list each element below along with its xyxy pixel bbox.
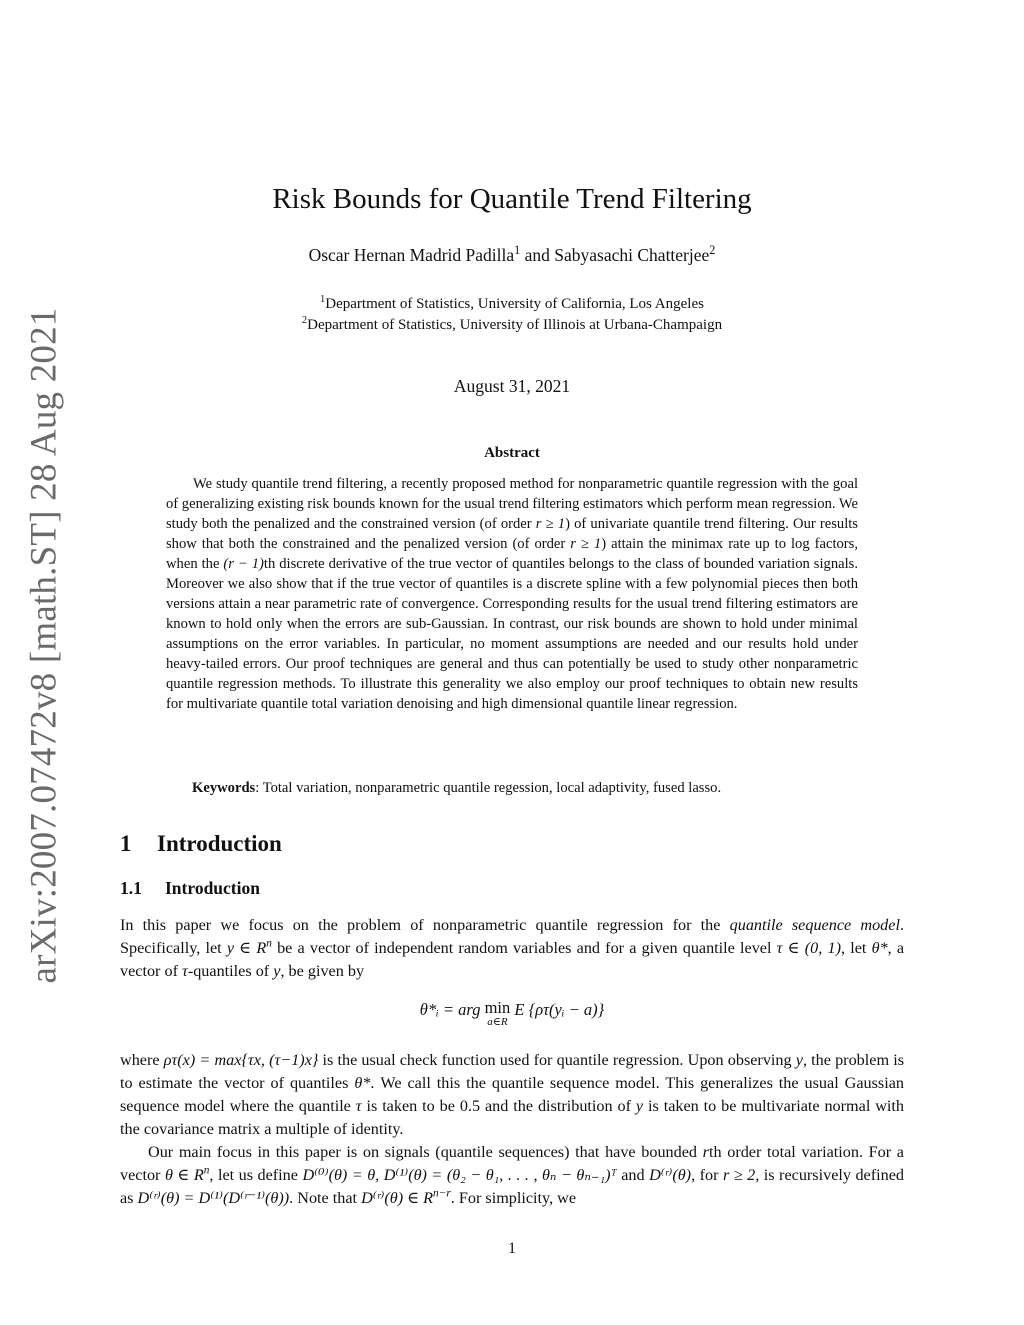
body-text: is taken to be multivariate normal with the covariance matrix a multiple of identity. bbox=[120, 1097, 905, 1138]
affiliation-2-text: Department of Statistics, University of Illinois at Urbana-Champaign bbox=[307, 317, 723, 333]
body-text: , let us define bbox=[209, 1166, 303, 1184]
inline-math: D⁽ʳ⁾(θ) ∈ R bbox=[361, 1189, 434, 1207]
section-number: 1 bbox=[120, 831, 132, 856]
body-text: . Specifically, let bbox=[120, 916, 904, 957]
paper-title: Risk Bounds for Quantile Trend Filtering bbox=[272, 183, 752, 215]
inline-math: 0.5 bbox=[459, 1097, 481, 1115]
inline-math: y bbox=[273, 962, 281, 980]
inline-math-sup: n−r bbox=[433, 1187, 451, 1200]
author-1: Oscar Hernan Madrid Padilla bbox=[308, 245, 515, 265]
page-number: 1 bbox=[508, 1240, 516, 1257]
body-text: and the distribution of bbox=[480, 1097, 636, 1115]
paper-date: August 31, 2021 bbox=[453, 376, 571, 396]
inline-math: D⁽⁰⁾(θ) = θ, D⁽¹⁾(θ) = (θ₂ − θ₁, . . . , θₙ − θₙ₋₁)ᵀ bbox=[302, 1166, 617, 1184]
body-text: is the usual check function used for quantile regression. Upon observing bbox=[318, 1051, 796, 1069]
body-text: , a vector of bbox=[120, 939, 905, 980]
intro-paragraph-1 bbox=[120, 914, 904, 983]
affiliation-1-text: Department of Statistics, University of California, Los Angeles bbox=[325, 296, 704, 312]
equation-argmin bbox=[485, 1000, 511, 1028]
subsection-title: Introduction bbox=[165, 878, 260, 898]
body-text: is taken to be bbox=[361, 1097, 460, 1115]
author-separator: and bbox=[520, 245, 555, 265]
inline-math: θ* bbox=[354, 1074, 371, 1092]
subsection-heading bbox=[120, 878, 260, 899]
author-2-mark: 2 bbox=[709, 243, 716, 258]
body-text: . We call this the quantile sequence model. This generalizes the usual Gaussian sequence model where the quantile bbox=[120, 1074, 904, 1115]
section-heading bbox=[120, 831, 282, 857]
body-text: th order total variation. For a vector bbox=[120, 1143, 904, 1184]
inline-math: y ∈ R bbox=[226, 939, 267, 957]
body-text: , let bbox=[840, 939, 872, 957]
emphasis-text: quantile sequence model bbox=[729, 916, 900, 934]
arxiv-sidebar-stamp bbox=[22, 306, 66, 984]
body-text: . For simplicity, we bbox=[450, 1189, 577, 1207]
equation-min-subscript: a∈R bbox=[487, 1016, 508, 1028]
equation-min: min bbox=[484, 998, 511, 1017]
abstract-math: r ≥ 1 bbox=[570, 536, 602, 552]
affiliation-1 bbox=[0, 296, 1024, 313]
inline-math: θ ∈ R bbox=[164, 1166, 204, 1184]
abstract-math: (r − 1) bbox=[223, 556, 264, 572]
inline-math: ρτ(x) = max{τx, (τ−1)x} bbox=[163, 1051, 319, 1069]
intro-paragraph-3 bbox=[120, 1141, 904, 1210]
affiliation-2 bbox=[0, 317, 1024, 334]
inline-math: θ* bbox=[871, 939, 888, 957]
abstract-text: th discrete derivative of the true vector of quantiles belongs to the class of bounded variation signals. Moreover we also show that if the true vector of quantiles is a discrete spline with a few polynomial pieces then both versions attain a near parametric rate of convergence. Corresponding results for the usual trend filtering estimators are known to hold only when the errors are sub-Gaussian. In contrast, our risk bounds are shown to hold under minimal assumptions on the error variables. In particular, no moment assumptions are needed and our results hold under heavy-tailed errors. Our proof techniques are general and thus can potentially be used to study other nonparametric quantile regression methods. To illustrate this generality we also employ our proof techniques to obtain new results for multivariate quantile total variation denoising and high dimensional quantile linear regression. bbox=[166, 556, 858, 712]
equation-lhs: θ*ᵢ = arg bbox=[419, 1000, 481, 1019]
author-2: Sabyasachi Chatterjee bbox=[554, 245, 710, 265]
inline-math: D⁽ʳ⁾(θ) = D⁽¹⁾(D⁽ʳ⁻¹⁾(θ)) bbox=[137, 1189, 290, 1207]
inline-math: τ bbox=[355, 1097, 362, 1115]
body-text: where bbox=[120, 1051, 164, 1069]
inline-math: y bbox=[635, 1097, 644, 1115]
affiliation-1-mark: 1 bbox=[320, 294, 326, 305]
intro-paragraph-2 bbox=[120, 1049, 904, 1141]
inline-math: τ bbox=[182, 962, 188, 980]
body-text: . Note that bbox=[289, 1189, 362, 1207]
keywords-line bbox=[192, 780, 721, 797]
keywords-text: : Total variation, nonparametric quantile regession, local adaptivity, fused lasso. bbox=[255, 780, 722, 796]
inline-math: τ ∈ (0, 1) bbox=[776, 939, 841, 957]
body-text: , is recursively defined as bbox=[120, 1166, 904, 1207]
abstract-body bbox=[166, 474, 858, 714]
subsection-number: 1.1 bbox=[120, 878, 142, 898]
affiliation-2-mark: 2 bbox=[301, 315, 308, 326]
body-text: , the problem is to estimate the vector of quantiles bbox=[120, 1051, 904, 1092]
abstract-text: ) attain the minimax rate up to log factors, when the bbox=[166, 536, 858, 572]
abstract-math: r ≥ 1 bbox=[535, 516, 566, 532]
inline-math: r bbox=[702, 1143, 709, 1161]
body-text: -quantiles of bbox=[187, 962, 274, 980]
inline-math: r ≥ 2 bbox=[722, 1166, 756, 1184]
inline-math-sup: n bbox=[203, 1164, 210, 1177]
abstract-text: We study quantile trend filtering, a recently proposed method for nonparametric quantile regression with the goal of generalizing existing risk bounds known for the usual trend filtering estimators which perform mean regression. We study both the penalized and the constrained version (of order bbox=[166, 476, 858, 532]
author-1-mark: 1 bbox=[514, 243, 521, 258]
inline-math: y bbox=[795, 1051, 803, 1069]
arxiv-id: arXiv:2007.07472v8 [math.ST] 28 Aug 2021 bbox=[23, 306, 65, 984]
body-text: , be given by bbox=[280, 962, 365, 980]
keywords-label: Keywords bbox=[192, 780, 256, 796]
author-line bbox=[0, 245, 1024, 266]
body-text: In this paper we focus on the problem of nonparametric quantile regression for the bbox=[120, 916, 730, 934]
section-title: Introduction bbox=[157, 831, 282, 856]
body-text: be a vector of independent random variables and for a given quantile level bbox=[271, 939, 777, 957]
abstract-text: ) of univariate quantile trend filtering. Our results show that both the constrained and the penalized version (of order bbox=[166, 516, 858, 552]
body-text: Our main focus in this paper is on signals (quantile sequences) that have bounded bbox=[148, 1143, 703, 1161]
inline-math: D⁽ʳ⁾(θ) bbox=[649, 1166, 692, 1184]
inline-math-sup: n bbox=[266, 937, 272, 950]
equation-rhs: E {ρτ(yᵢ − a)} bbox=[514, 1000, 605, 1019]
display-equation bbox=[0, 1000, 1024, 1028]
body-text: , for bbox=[691, 1166, 723, 1184]
abstract-heading: Abstract bbox=[484, 445, 540, 461]
body-text: and bbox=[616, 1166, 650, 1184]
